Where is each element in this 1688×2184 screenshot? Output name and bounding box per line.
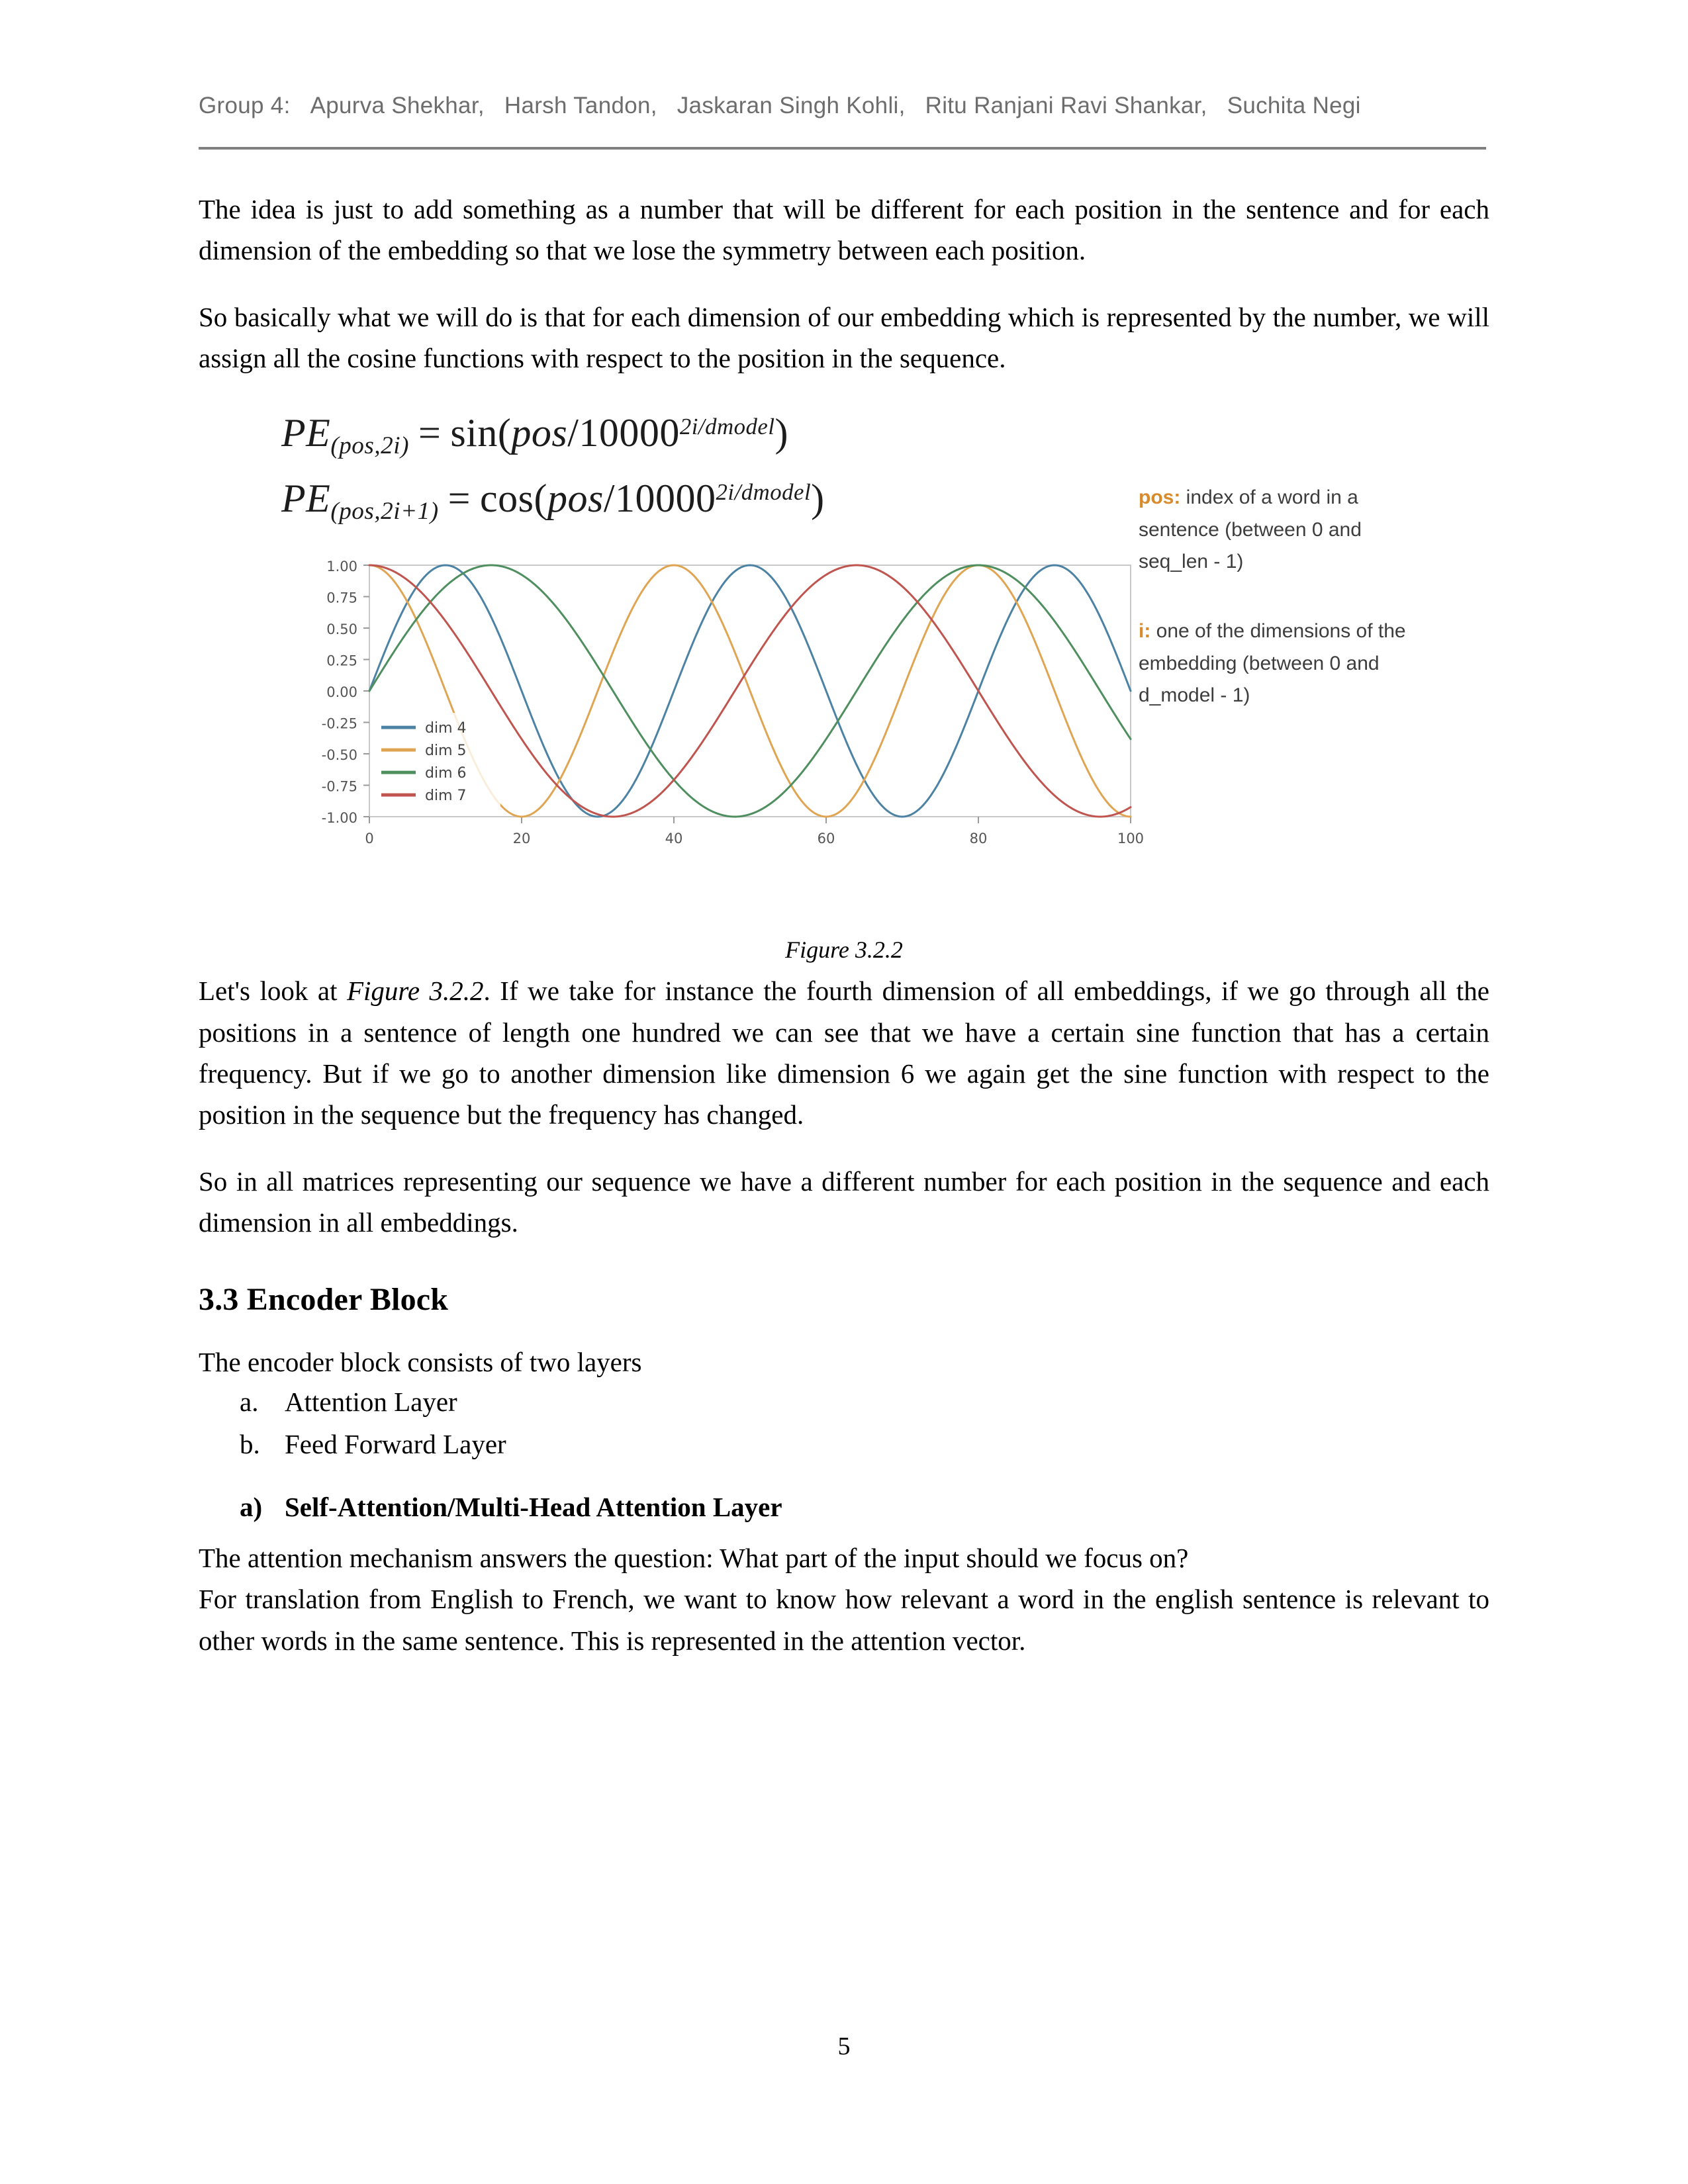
chart-ytick-label: 1.00 (326, 559, 357, 575)
formula-sin-subscript: (pos,2i) (330, 432, 409, 460)
paragraph-figure-post: . If we take for instance the fourth dimension of all embeddings, if we go through all the positions in a sentence of length one hundred we can see that we have a certain sine function that has a certain frequency. But if we go to another dimension like dimension 6 we again get the sine function with respect to the position in the sequence but the frequency has changed. (199, 976, 1489, 1130)
chart-xtick-label: 80 (969, 831, 988, 847)
annotation-i (1139, 615, 1430, 712)
formula-cos (281, 476, 1162, 525)
figure-3-2-2 (199, 404, 1489, 933)
formula-sin-close-paren: ) (774, 411, 789, 455)
paragraph-attention-question: The attention mechanism answers the question: What part of the input should we focus on? (199, 1543, 1189, 1574)
chart-ytick-label: 0.25 (326, 653, 357, 669)
positional-encoding-formulas (281, 410, 1162, 541)
header-author-3: Jaskaran Singh Kohli, (677, 93, 906, 118)
chart-xtick-label: 60 (817, 831, 835, 847)
section-heading-encoder-block: 3.3 Encoder Block (199, 1282, 449, 1318)
chart-legend-label-dim-4: dim 4 (425, 720, 467, 737)
chart-ytick-label: -1.00 (321, 810, 357, 827)
formula-cos-base: 10000 (615, 477, 716, 521)
header-authors-line (199, 93, 1489, 119)
formula-cos-arg: pos (547, 477, 604, 521)
chart-ytick-label: 0.50 (326, 621, 357, 638)
figure-caption: Figure 3.2.2 (785, 936, 903, 964)
chart-legend-label-dim-6: dim 6 (425, 765, 467, 782)
list-item-feed-forward-layer (199, 1425, 1489, 1465)
paragraph-idea: The idea is just to add something as a number that will be different for each position in the sentence and for each dimension of the embedding so that we lose the symmetry between each position. (199, 194, 1489, 266)
list-label-attention-layer: Attention Layer (285, 1387, 457, 1418)
header-group-label: Group 4: (199, 93, 291, 118)
list-label-feed-forward-layer: Feed Forward Layer (285, 1429, 506, 1460)
formula-sin-open-paren: ( (497, 411, 512, 455)
formula-sin-base: 10000 (579, 411, 680, 455)
header-author-4: Ritu Ranjani Ravi Shankar, (925, 93, 1207, 118)
annotation-i-text: one of the dimensions of the embedding (between 0 and d_model - 1) (1139, 620, 1406, 707)
list-item-attention-layer (199, 1383, 1489, 1422)
header-author-5: Suchita Negi (1227, 93, 1361, 118)
paragraph-cosine-assignment: So basically what we will do is that for each dimension of our embedding which is represented by the number, we will assign all the cosine functions with respect to the position in the sequence. (199, 301, 1489, 373)
page-content (199, 189, 1489, 1686)
list-marker-b: b. (240, 1429, 260, 1460)
page-number: 5 (837, 2032, 851, 2060)
paragraph-matrices: So in all matrices representing our sequence we have a different number for each position in the sequence and each dimension in all embeddings. (199, 1165, 1489, 1238)
header-divider (199, 147, 1486, 150)
formula-cos-close-paren: ) (811, 477, 825, 521)
paragraph-figure-pre: Let's look at (199, 976, 347, 1007)
encoder-layer-list (199, 1383, 1489, 1465)
paragraph-figure-discussion (199, 970, 1489, 1135)
formula-sin-arg: pos (511, 411, 568, 455)
chart-ytick-label: 0.75 (326, 590, 357, 606)
chart-xtick-label: 20 (512, 831, 531, 847)
formula-cos-function: cos (480, 477, 534, 521)
formula-cos-slash: / (603, 477, 615, 521)
chart-ytick-label: -0.25 (321, 715, 357, 732)
formula-sin (281, 410, 1162, 460)
formula-sin-function: sin (450, 411, 498, 455)
formula-sin-lhs: PE (281, 411, 331, 455)
formula-cos-open-paren: ( (534, 477, 547, 521)
chart-xtick-label: 40 (665, 831, 683, 847)
chart-legend-label-dim-7: dim 7 (425, 788, 467, 805)
subsection-heading-self-attention (199, 1491, 1489, 1523)
chart-legend-label-dim-5: dim 5 (425, 743, 467, 760)
page-header (199, 93, 1489, 119)
subsection-text: Self-Attention/Multi-Head Attention Layer (285, 1492, 782, 1523)
formula-cos-lhs: PE (281, 477, 331, 521)
header-author-2: Harsh Tandon, (504, 93, 657, 118)
annotation-pos (1139, 482, 1430, 578)
header-author-1: Apurva Shekhar, (310, 93, 485, 118)
formula-cos-exponent: 2i/dmodel (716, 479, 812, 506)
chart-ytick-label: -0.75 (321, 778, 357, 795)
formula-cos-subscript: (pos,2i+1) (330, 498, 439, 525)
formula-sin-exponent: 2i/dmodel (679, 414, 775, 440)
chart-xtick-label: 0 (365, 831, 374, 847)
positional-encoding-chart (271, 556, 1145, 860)
list-marker-a: a. (240, 1387, 259, 1418)
annotation-i-term: i: (1139, 620, 1151, 643)
formula-sin-equals: = (418, 411, 442, 455)
paragraph-translation: For translation from English to French, we want to know how relevant a word in the english sentence is relevant to other words in the same sentence. This is represented in the attention vector. (199, 1584, 1489, 1656)
annotation-pos-term: pos: (1139, 486, 1181, 509)
paragraph-figure-reference: Figure 3.2.2 (346, 976, 484, 1007)
subsection-marker: a) (240, 1492, 263, 1523)
chart-ytick-label: -0.50 (321, 747, 357, 764)
chart-xtick-label: 100 (1117, 831, 1145, 847)
chart-svg (271, 556, 1145, 860)
formula-sin-slash: / (567, 411, 579, 455)
chart-ytick-label: 0.00 (326, 684, 357, 701)
formula-cos-equals: = (447, 477, 471, 521)
paragraph-encoder-layers: The encoder block consists of two layers (199, 1347, 642, 1378)
annotation-pos-text: index of a word in a sentence (between 0 and seq_len - 1) (1139, 486, 1362, 573)
